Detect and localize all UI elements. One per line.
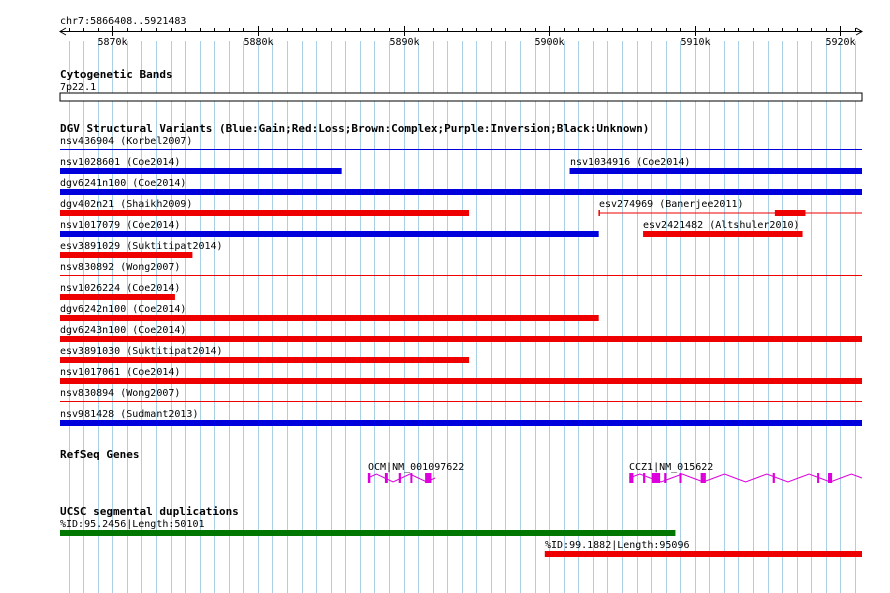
cytoband-label[interactable]: 7p22.1 <box>60 82 97 93</box>
dgv-variant-label: dgv6242n100 (Coe2014) <box>60 304 187 315</box>
dgv-variant-label: nsv1017061 (Coe2014) <box>60 367 181 378</box>
dgv-variant-label: esv2421482 (Altshuler2010) <box>643 220 800 231</box>
dgv-variant-bar <box>60 336 862 342</box>
segdup-label: %ID:99.1882|Length:95096 <box>545 540 690 551</box>
dgv-variant-bar <box>60 189 862 195</box>
gene-exon <box>701 473 706 483</box>
dgv-variant-label: nsv830892 (Wong2007) <box>60 262 181 273</box>
segdup-track <box>60 505 862 557</box>
dgv-variant-label: esv3891030 (Suktitipat2014) <box>60 346 223 357</box>
gene-exon <box>368 473 370 483</box>
gene-exon <box>817 473 819 483</box>
dgv-variant-label: nsv1026224 (Coe2014) <box>60 283 181 294</box>
ruler-tick-label: 5890k <box>389 37 420 48</box>
coordinate-ruler <box>60 16 862 48</box>
ruler-tick-label: 5920k <box>825 37 856 48</box>
cytoband-track <box>60 68 862 101</box>
dgv-variant-label: nsv1017079 (Coe2014) <box>60 220 181 231</box>
gene-exon <box>652 473 660 483</box>
ruler-tick-label: 5900k <box>534 37 565 48</box>
gene-exon <box>773 473 775 483</box>
cytoband-ideogram <box>60 93 862 101</box>
gene-label: OCM|NM_001097622 <box>368 462 465 473</box>
dgv-variant-label: nsv981428 (Sudmant2013) <box>60 409 199 420</box>
dgv-variant-bar <box>60 231 599 237</box>
gene-exon <box>679 473 681 483</box>
dgv-variant-bar <box>60 294 175 300</box>
gene-intron-line <box>629 474 862 482</box>
dgv-variant-label: dgv6243n100 (Coe2014) <box>60 325 187 336</box>
dgv-variant-label: nsv436904 (Korbel2007) <box>60 136 193 147</box>
segdup-bar <box>545 551 862 557</box>
refseq-track-title[interactable]: RefSeq Genes <box>60 448 140 461</box>
dgv-variant-bar <box>60 168 342 174</box>
dgv-variant-bar <box>60 420 862 426</box>
segdup-label: %ID:95.2456|Length:50101 <box>60 519 205 530</box>
segdup-bar <box>60 530 675 536</box>
dgv-variant-label: dgv402n21 (Shaikh2009) <box>60 199 193 210</box>
dgv-variant-label: esv3891029 (Suktitipat2014) <box>60 241 223 252</box>
gene-exon <box>399 473 401 483</box>
dgv-variant-bar <box>643 231 802 237</box>
dgv-variant-bar <box>60 315 599 321</box>
gene-exon <box>828 473 832 483</box>
gene-exon <box>385 473 388 483</box>
ruler-tick-label: 5910k <box>680 37 711 48</box>
dgv-variant-label: nsv830894 (Wong2007) <box>60 388 181 399</box>
gene-exon <box>664 473 666 483</box>
gene-exon <box>410 473 412 483</box>
dgv-track <box>60 122 862 426</box>
dgv-variant-thick-part <box>775 210 806 216</box>
dgv-variant-label: nsv1034916 (Coe2014) <box>570 157 691 168</box>
gene-exon <box>425 473 431 483</box>
dgv-variant-label: esv274969 (Banerjee2011) <box>599 199 744 210</box>
dgv-variant-bar <box>60 357 469 363</box>
gene-intron-line <box>368 474 435 482</box>
region-label: chr7:5866408..5921483 <box>60 16 187 27</box>
dgv-variant-bar <box>60 210 469 216</box>
dgv-track-title[interactable]: DGV Structural Variants (Blue:Gain;Red:Loss;Brown:Complex;Purple:Inversion;Black:Unknown) <box>60 122 650 135</box>
ruler-tick-label: 5870k <box>97 37 128 48</box>
gene-exon <box>629 473 633 483</box>
gene-label: CCZ1|NM_015622 <box>629 462 714 473</box>
dgv-variant-label: dgv6241n100 (Coe2014) <box>60 178 187 189</box>
dgv-variant-label: nsv1028601 (Coe2014) <box>60 157 181 168</box>
ruler-tick-label: 5880k <box>243 37 274 48</box>
dgv-variant-bar <box>60 252 192 258</box>
refseq-track <box>60 448 862 483</box>
segdup-track-title[interactable]: UCSC segmental duplications <box>60 505 239 518</box>
dgv-variant-bar <box>60 378 862 384</box>
cytoband-track-title[interactable]: Cytogenetic Bands <box>60 68 173 81</box>
gene-exon <box>643 473 645 483</box>
dgv-variant-bar <box>570 168 862 174</box>
